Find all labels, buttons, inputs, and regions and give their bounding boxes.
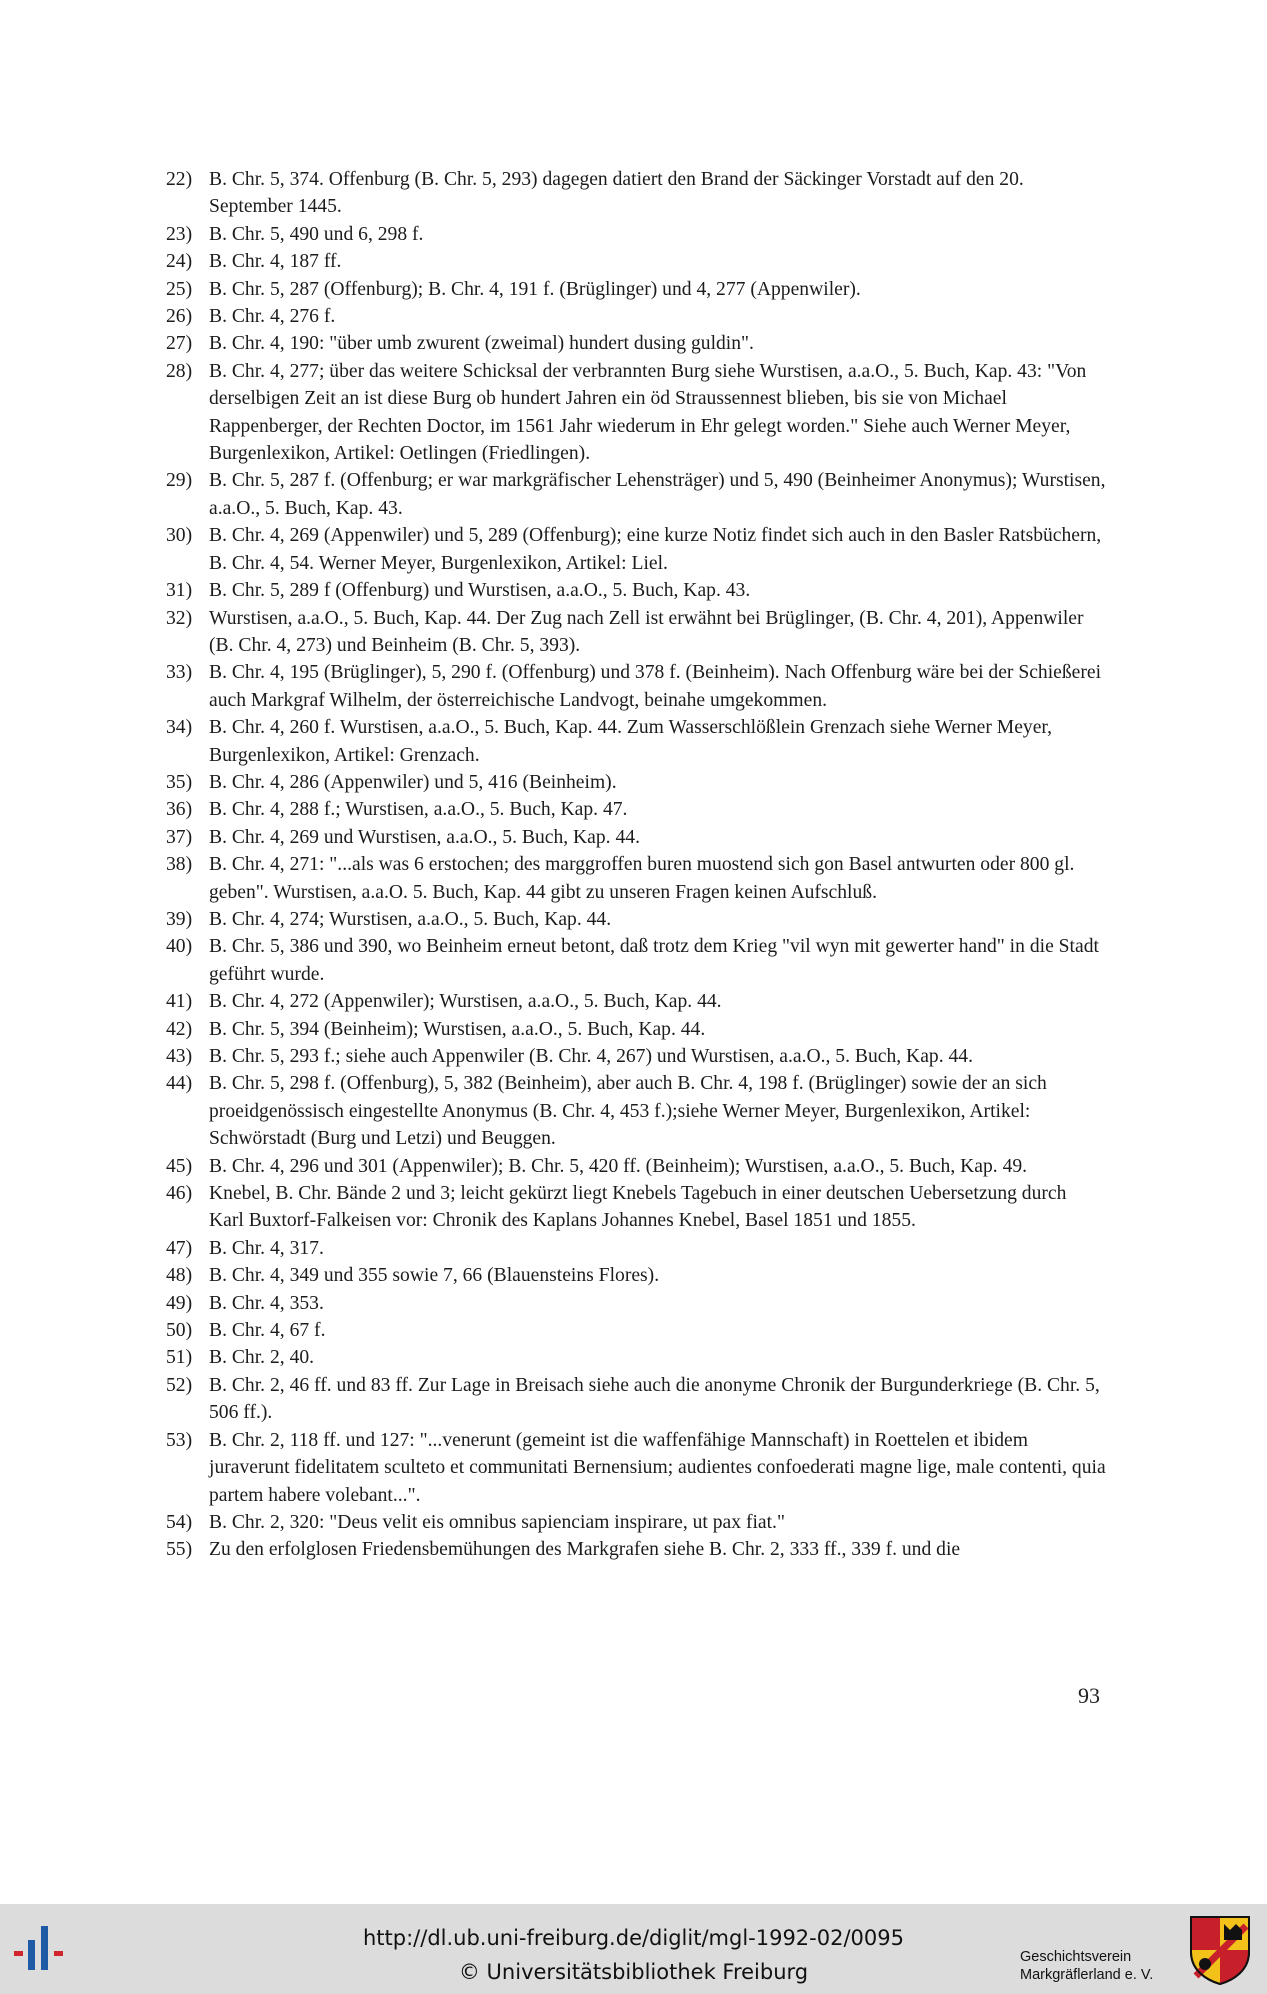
footnote	[166, 714, 1106, 769]
footnote	[166, 1070, 1106, 1152]
footnote-text: B. Chr. 5, 490 und 6, 298 f.	[209, 223, 424, 245]
footnote-number: 46)	[166, 1183, 193, 1205]
footnote-text: Wurstisen, a.a.O., 5. Buch, Kap. 44. Der Zug nach Zell ist erwähnt bei Brüglinger, (B. Chr. 4, 201), Appenwiler (B. Chr. 4, 273) und Beinheim (B. Chr. 5, 393).	[209, 607, 1084, 656]
footnote-text: B. Chr. 4, 187 ff.	[209, 251, 342, 273]
footnote-number: 54)	[166, 1511, 193, 1533]
footnote-text: B. Chr. 4, 349 und 355 sowie 7, 66 (Blauensteins Flores).	[209, 1265, 660, 1287]
footnote-number: 43)	[166, 1046, 193, 1067]
footnote	[166, 522, 1106, 577]
footnote-number: 28)	[166, 360, 193, 382]
footnote	[166, 1372, 1106, 1427]
footnote	[166, 851, 1106, 906]
footnote-number: 41)	[166, 991, 193, 1013]
footnote-number: 37)	[166, 826, 193, 848]
footnote	[166, 1180, 1106, 1235]
footnote-number: 47)	[166, 1237, 193, 1259]
footnote	[166, 1290, 1106, 1317]
footnote-number: 33)	[166, 662, 193, 684]
footnote-number: 29)	[166, 470, 193, 492]
footer-copyright: © Universitätsbibliothek Freiburg	[458, 1960, 809, 1984]
footnote	[166, 166, 1106, 221]
footnote-text: B. Chr. 4, 272 (Appenwiler); Wurstisen, a.a.O., 5. Buch, Kap. 44.	[209, 991, 722, 1013]
footnote-number: 24)	[166, 251, 193, 273]
footnote-number: 42)	[166, 1018, 193, 1040]
footnote-text: B. Chr. 5, 293 f.; siehe auch Appenwiler (B. Chr. 4, 267) und Wurstisen, a.a.O., 5. Buch, Kap. 44.	[209, 1046, 973, 1067]
footnote-number: 39)	[166, 908, 193, 930]
footnote	[166, 1427, 1106, 1509]
footnote-text: B. Chr. 4, 195 (Brüglinger), 5, 290 f. (Offenburg) und 378 f. (Beinheim). Nach Offenburg wäre bei der Schießerei auch Markgraf Wilhelm, der österreichische Landvogt, beinahe umgekommen.	[209, 662, 1102, 711]
footnote-text: B. Chr. 4, 288 f.; Wurstisen, a.a.O., 5. Buch, Kap. 47.	[209, 799, 628, 821]
footer-bar	[0, 1904, 1267, 1994]
footnote-number: 53)	[166, 1429, 193, 1451]
footnote	[166, 796, 1106, 823]
footnote	[166, 906, 1106, 933]
footnote-list	[166, 166, 1106, 1564]
page-number: 93	[1078, 1683, 1100, 1708]
footnote-text: B. Chr. 5, 287 f. (Offenburg; er war markgräfischer Lehensträger) und 5, 490 (Beinheimer Anonymus); Wurstisen, a.a.O., 5. Buch, Kap. 43.	[209, 470, 1106, 519]
footnote	[166, 1344, 1106, 1371]
footnote	[166, 358, 1106, 468]
footnote	[166, 330, 1106, 357]
footnote-number: 38)	[166, 854, 193, 876]
footnote-text: B. Chr. 4, 277; über das weitere Schicksal der verbrannten Burg siehe Wurstisen, a.a.O., 5. Buch, Kap. 43: "Von derselbigen Zeit an ist diese Burg ob hundert Jahren ein öd Straussennest blieben, bis sie von Michael Rappenberger, der Rechten Doctor, im 1561 Jahr wiederum in Ehr gelegt worden." Siehe auch Werner Meyer, Burgenlexikon, Artikel: Oetlingen (Friedlingen).	[209, 360, 1087, 465]
footnote	[166, 824, 1106, 851]
footnote-text: B. Chr. 2, 118 ff. und 127: "...venerunt (gemeint ist die waffenfähige Mannschaft) in Roettelen et ibidem juraverunt fidelitatem sculteto et communitati Bernensium; audientes confoederati magne lige, male contenti, quia partem habere volebant...".	[209, 1429, 1106, 1506]
footnote	[166, 605, 1106, 660]
footnote	[166, 248, 1106, 275]
footnote	[166, 577, 1106, 604]
footnote-text: B. Chr. 4, 271: "...als was 6 erstochen; des marggroffen buren muostend sich gon Basel antwurten oder 800 gl. geben". Wurstisen, a.a.O. 5. Buch, Kap. 44 gibt zu unseren Fragen keinen Aufschluß.	[209, 854, 1075, 903]
footnote-text: B. Chr. 4, 190: "über umb zwurent (zweimal) hundert dusing guldin".	[209, 333, 754, 355]
footnote	[166, 1043, 1106, 1070]
footnote-text: B. Chr. 4, 296 und 301 (Appenwiler); B. Chr. 5, 420 ff. (Beinheim); Wurstisen, a.a.O., 5. Buch, Kap. 49.	[209, 1155, 1028, 1177]
footnote-number: 32)	[166, 607, 193, 629]
footnote-text: B. Chr. 4, 67 f.	[209, 1320, 326, 1342]
footnote-number: 51)	[166, 1347, 193, 1369]
footnote-number: 26)	[166, 306, 193, 328]
footnote-text: Zu den erfolglosen Friedensbemühungen des Markgrafen siehe B. Chr. 2, 333 ff., 339 f. und die	[209, 1539, 961, 1561]
footnote	[166, 1153, 1106, 1180]
footnote	[166, 1262, 1106, 1289]
footnote-text: B. Chr. 4, 269 (Appenwiler) und 5, 289 (Offenburg); eine kurze Notiz findet sich auch in den Basler Ratsbüchern, B. Chr. 4, 54. Werner Meyer, Burgenlexikon, Artikel: Liel.	[209, 525, 1102, 574]
footnote-number: 23)	[166, 223, 193, 245]
footnote	[166, 303, 1106, 330]
footnote	[166, 1536, 1106, 1563]
footnote	[166, 1235, 1106, 1262]
footnote	[166, 659, 1106, 714]
footnote-number: 45)	[166, 1155, 193, 1177]
footnote-number: 27)	[166, 333, 193, 355]
footnote-number: 40)	[166, 936, 193, 958]
footnote	[166, 933, 1106, 988]
footnote-text: B. Chr. 5, 298 f. (Offenburg), 5, 382 (Beinheim), aber auch B. Chr. 4, 198 f. (Brüglinger) sowie der an sich proeidgenössisch eingestellte Anonymus (B. Chr. 4, 453 f.);siehe Werner Meyer, Burgenlexikon, Artikel: Schwörstadt (Burg und Letzi) und Beuggen.	[209, 1073, 1047, 1150]
footnote	[166, 467, 1106, 522]
footnote-text: B. Chr. 4, 274; Wurstisen, a.a.O., 5. Buch, Kap. 44.	[209, 908, 612, 930]
footnote-number: 48)	[166, 1265, 193, 1287]
footnote	[166, 276, 1106, 303]
footnote-text: B. Chr. 4, 269 und Wurstisen, a.a.O., 5. Buch, Kap. 44.	[209, 826, 640, 848]
footnote-text: B. Chr. 2, 320: "Deus velit eis omnibus sapienciam inspirare, ut pax fiat."	[209, 1511, 785, 1533]
society-name-line1: Geschichtsverein	[1020, 1949, 1132, 1965]
footnote-number: 49)	[166, 1292, 193, 1314]
footnote-number: 30)	[166, 525, 193, 547]
footnote-text: B. Chr. 5, 287 (Offenburg); B. Chr. 4, 191 f. (Brüglinger) und 4, 277 (Appenwiler).	[209, 278, 861, 300]
footnote-number: 36)	[166, 799, 193, 821]
footnote-text: B. Chr. 4, 260 f. Wurstisen, a.a.O., 5. Buch, Kap. 44. Zum Wasserschlößlein Grenzach siehe Werner Meyer, Burgenlexikon, Artikel: Grenzach.	[209, 717, 1053, 766]
footnote-text: B. Chr. 5, 289 f (Offenburg) und Wurstisen, a.a.O., 5. Buch, Kap. 43.	[209, 580, 751, 602]
footnote-number: 25)	[166, 278, 193, 300]
footnote	[166, 221, 1106, 248]
society-name-line2: Markgräflerland e. V.	[1020, 1967, 1154, 1983]
footnote-number: 44)	[166, 1073, 193, 1095]
footnote-text: B. Chr. 5, 374. Offenburg (B. Chr. 5, 293) dagegen datiert den Brand der Säckinger Vorstadt auf den 20. September 1445.	[209, 169, 1024, 218]
footnote-number: 35)	[166, 771, 193, 793]
footnote-text: B. Chr. 4, 286 (Appenwiler) und 5, 416 (Beinheim).	[209, 771, 617, 793]
footnote	[166, 1317, 1106, 1344]
footnote-text: B. Chr. 4, 317.	[209, 1237, 324, 1259]
society-name	[1020, 1948, 1153, 1984]
footnote	[166, 1016, 1106, 1043]
coat-of-arms-icon	[1188, 1914, 1252, 1986]
footnote-number: 55)	[166, 1539, 193, 1561]
footnote-number: 34)	[166, 717, 193, 739]
footnote-text: B. Chr. 4, 276 f.	[209, 306, 336, 328]
footnote-text: B. Chr. 2, 46 ff. und 83 ff. Zur Lage in Breisach siehe auch die anonyme Chronik der Burgunderkriege (B. Chr. 5, 506 ff.).	[209, 1374, 1100, 1424]
footnote-text: B. Chr. 5, 394 (Beinheim); Wurstisen, a.a.O., 5. Buch, Kap. 44.	[209, 1018, 706, 1040]
footnote	[166, 769, 1106, 796]
footnote-text: B. Chr. 5, 386 und 390, wo Beinheim erneut betont, daß trotz dem Krieg "vil wyn mit gewerter hand" in die Stadt geführt wurde.	[209, 936, 1099, 985]
footnote-text: B. Chr. 2, 40.	[209, 1347, 315, 1369]
footer-url-link[interactable]: http://dl.ub.uni-freiburg.de/diglit/mgl-1992-02/0095	[362, 1926, 904, 1950]
footnote-text: Knebel, B. Chr. Bände 2 und 3; leicht gekürzt liegt Knebels Tagebuch in einer deutschen Uebersetzung durch Karl Buxtorf-Falkeisen vor: Chronik des Kaplans Johannes Knebel, Basel 1851 und 1855.	[209, 1183, 1067, 1232]
footnote	[166, 988, 1106, 1015]
footnote-number: 31)	[166, 580, 193, 602]
footnote-text: B. Chr. 4, 353.	[209, 1292, 324, 1314]
footnote-number: 52)	[166, 1374, 193, 1396]
footnote-number: 22)	[166, 169, 193, 190]
footnote-number: 50)	[166, 1320, 193, 1342]
footnote	[166, 1509, 1106, 1536]
